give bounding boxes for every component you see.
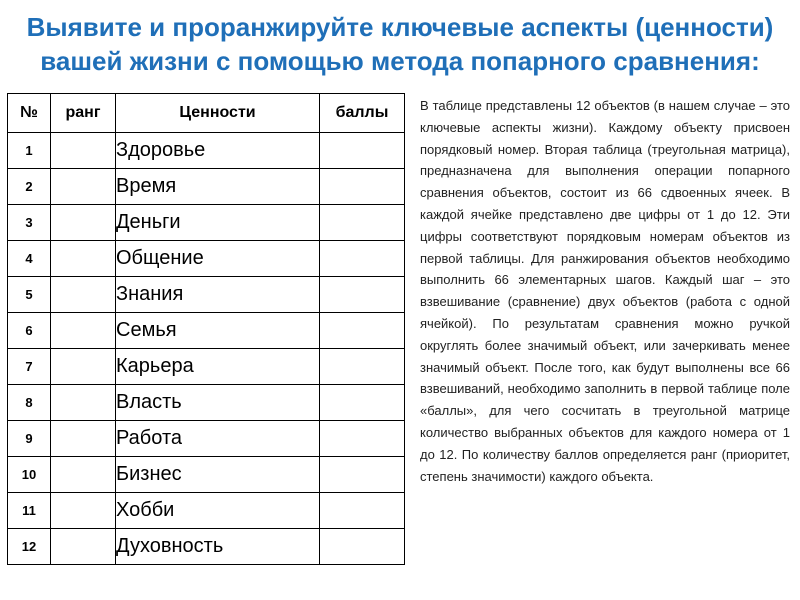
score-cell[interactable] <box>320 313 405 349</box>
row-number: 5 <box>8 277 51 313</box>
table-row <box>8 205 405 241</box>
rank-cell[interactable] <box>51 241 116 277</box>
table-row <box>8 385 405 421</box>
table-row <box>8 421 405 457</box>
value-cell: Время <box>116 169 320 205</box>
header-rank: ранг <box>51 94 116 133</box>
header-values: Ценности <box>116 94 320 133</box>
row-number: 3 <box>8 205 51 241</box>
row-number: 2 <box>8 169 51 205</box>
rank-cell[interactable] <box>51 421 116 457</box>
score-cell[interactable] <box>320 529 405 565</box>
row-number: 10 <box>8 457 51 493</box>
row-number: 4 <box>8 241 51 277</box>
rank-cell[interactable] <box>51 349 116 385</box>
rank-cell[interactable] <box>51 169 116 205</box>
rank-cell[interactable] <box>51 529 116 565</box>
rank-cell[interactable] <box>51 385 116 421</box>
score-cell[interactable] <box>320 493 405 529</box>
page-title <box>0 10 800 78</box>
score-cell[interactable] <box>320 277 405 313</box>
title-line-2: вашей жизни с помощью метода попарного сравнения: <box>40 46 760 76</box>
row-number: 7 <box>8 349 51 385</box>
value-cell: Работа <box>116 421 320 457</box>
value-cell: Общение <box>116 241 320 277</box>
header-score: баллы <box>320 94 405 133</box>
value-cell: Хобби <box>116 493 320 529</box>
rank-cell[interactable] <box>51 457 116 493</box>
value-cell: Знания <box>116 277 320 313</box>
row-number: 1 <box>8 133 51 169</box>
value-cell: Духовность <box>116 529 320 565</box>
table-row <box>8 241 405 277</box>
score-cell[interactable] <box>320 457 405 493</box>
table-row <box>8 493 405 529</box>
value-cell: Бизнес <box>116 457 320 493</box>
value-cell: Здоровье <box>116 133 320 169</box>
table-row <box>8 529 405 565</box>
value-cell: Карьера <box>116 349 320 385</box>
row-number: 12 <box>8 529 51 565</box>
score-cell[interactable] <box>320 241 405 277</box>
table-row <box>8 133 405 169</box>
description-text: В таблице представлены 12 объектов (в нашем случае – это ключевые аспекты жизни). Каждому объекту присвоен порядковый номер. Вторая таблица (треугольная матрица), предназначена для выполнения операции попарного сравнения объектов, состоит из 66 сдвоенных ячеек. В каждой ячейке представлено две цифры от 1 до 12. Эти цифры соответствуют порядковым номерам объектов из первой таблицы. Для ранжирования объектов необходимо выполнить 66 элементарных шагов. Каждый шаг – это взвешивание (сравнение) двух объектов (работа с одной ячейкой). По результатам сравнения можно ручкой округлять более значимый объект, или зачеркивать менее значимый объект. После того, как будут выполнены все 66 взвешиваний, необходимо заполнить в первой таблице поле «баллы», для чего сосчитать в треугольной матрице количество выбранных объектов для каждого номера от 1 до 12. По количеству баллов определяется ранг (приоритет, степень значимости) каждого объекта. <box>420 98 790 484</box>
rank-cell[interactable] <box>51 313 116 349</box>
row-number: 11 <box>8 493 51 529</box>
value-cell: Деньги <box>116 205 320 241</box>
score-cell[interactable] <box>320 385 405 421</box>
table-row <box>8 457 405 493</box>
table-header-row <box>8 94 405 133</box>
title-line-1: Выявите и проранжируйте ключевые аспекты (ценности) <box>26 12 774 42</box>
table-row <box>8 349 405 385</box>
score-cell[interactable] <box>320 349 405 385</box>
score-cell[interactable] <box>320 421 405 457</box>
table-row <box>8 169 405 205</box>
table-row <box>8 313 405 349</box>
score-cell[interactable] <box>320 205 405 241</box>
table-row <box>8 277 405 313</box>
score-cell[interactable] <box>320 169 405 205</box>
row-number: 9 <box>8 421 51 457</box>
rank-cell[interactable] <box>51 493 116 529</box>
value-cell: Власть <box>116 385 320 421</box>
header-num: № <box>8 94 51 133</box>
values-table <box>7 93 405 565</box>
row-number: 8 <box>8 385 51 421</box>
rank-cell[interactable] <box>51 205 116 241</box>
value-cell: Семья <box>116 313 320 349</box>
score-cell[interactable] <box>320 133 405 169</box>
rank-cell[interactable] <box>51 277 116 313</box>
rank-cell[interactable] <box>51 133 116 169</box>
row-number: 6 <box>8 313 51 349</box>
